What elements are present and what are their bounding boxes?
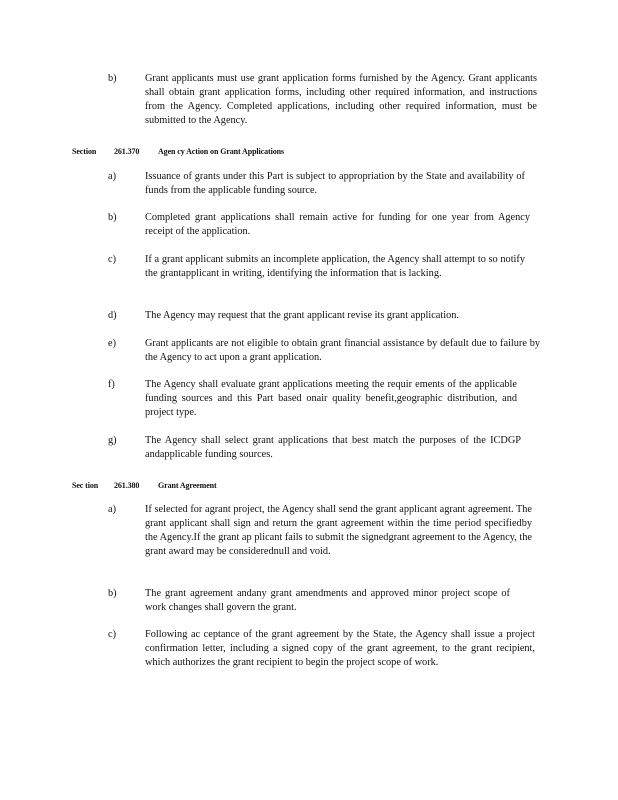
item-text: Completed grant applications shall remain active for funding for one year from Agency receipt of the application. [145, 212, 530, 237]
item-marker: b) [108, 73, 117, 84]
section-number: 261.370 [114, 147, 140, 156]
item-text: Grant applicants are not eligible to obtain grant financial assistance by default due to failure by the Agency to act upon a grant application. [145, 338, 540, 363]
item-marker: e) [108, 338, 116, 349]
item-marker: c) [108, 254, 116, 265]
section-label: Sec tion [72, 481, 99, 490]
item-marker: b) [108, 588, 117, 599]
section-number: 261.380 [114, 481, 140, 490]
item-text: The Agency shall evaluate grant applications meeting the requir ements of the applicable funding sources and this Part based onair quality benefit,geographic distribution, and project type. [145, 379, 517, 418]
item-marker: f) [108, 379, 115, 390]
item-marker: c) [108, 629, 116, 640]
section-label: Section [72, 147, 97, 156]
item-marker: d) [108, 310, 117, 321]
item-text: If selected for agrant project, the Agency shall send the grant applicant agrant agreement. The grant applicant shall sign and return the grant agreement within the time period specifiedby the Agency.If the grant ap plicant fails to submit the signedgrant agreement to the Agency, the grant award may be considerednull and void. [145, 504, 532, 557]
item-text: Grant applicants must use grant application forms furnished by the Agency. Grant applicants shall obtain grant application forms, including other required information, and instructions from the Agency. Completed applications, including other required information, must be submitted to the Agency. [145, 73, 537, 126]
section-title: Grant Agreement [158, 481, 217, 490]
item-text: The Agency may request that the grant applicant revise its grant application. [145, 310, 459, 321]
item-text: Following ac ceptance of the grant agreement by the State, the Agency shall issue a project confirmation letter, including a signed copy of the grant agreement, to the grant recipient, which authorizes the grant recipient to begin the project scope of work. [145, 629, 535, 668]
item-marker: b) [108, 212, 117, 223]
item-text: The grant agreement andany grant amendments and approved minor project scope of work changes shall govern the grant. [145, 588, 510, 613]
item-text: Issuance of grants under this Part is subject to appropriation by the State and availability of funds from the applicable funding source. [145, 171, 525, 196]
item-text: If a grant applicant submits an incomplete application, the Agency shall attempt to so notify the grantapplicant in writing, identifying the information that is lacking. [145, 254, 525, 279]
section-title: Agen cy Action on Grant Applications [158, 147, 284, 156]
item-marker: a) [108, 504, 116, 515]
item-marker: g) [108, 435, 117, 446]
item-marker: a) [108, 171, 116, 182]
item-text: The Agency shall select grant applications that best match the purposes of the ICDGP andapplicable funding sources. [145, 435, 521, 460]
